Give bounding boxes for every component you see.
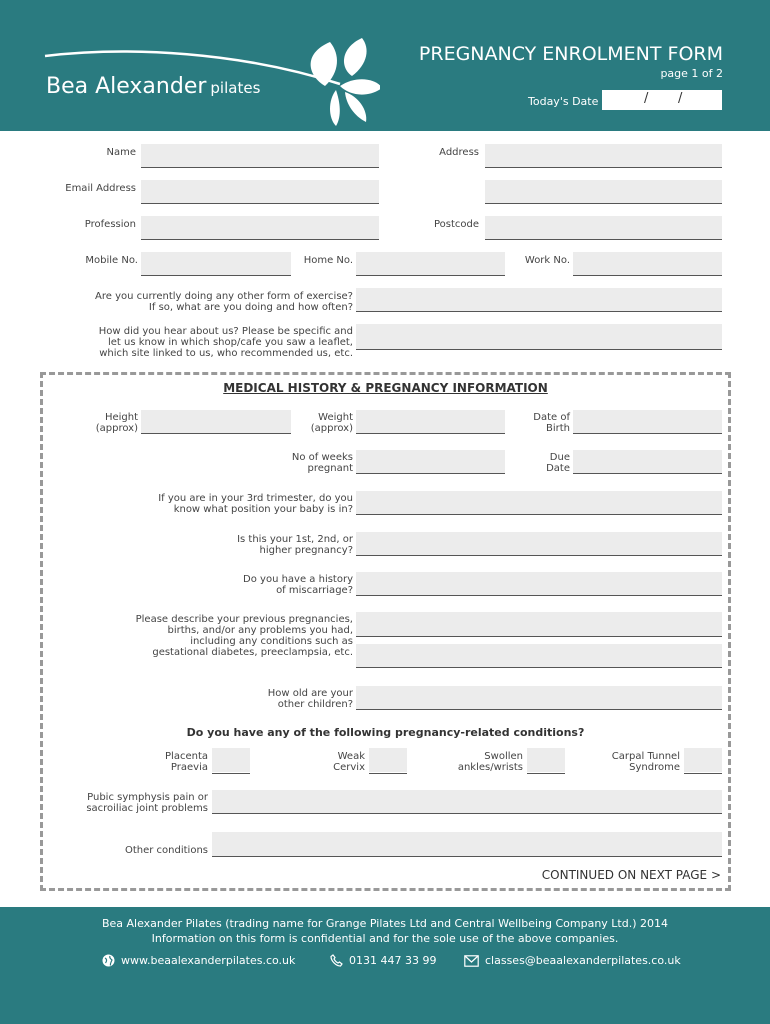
address-label: Address (439, 147, 479, 158)
height-field[interactable] (141, 410, 291, 434)
weight-field[interactable] (356, 410, 505, 434)
miscarriage-field[interactable] (356, 572, 722, 596)
due-date-field[interactable] (573, 450, 722, 474)
children-ages-field[interactable] (356, 686, 722, 710)
work-field[interactable] (573, 252, 722, 276)
pregnancy-number-question: Is this your 1st, 2nd, or higher pregnancy? (237, 534, 353, 556)
mobile-label: Mobile No. (85, 255, 138, 266)
name-label: Name (106, 147, 136, 158)
due-date-label: Due Date (546, 452, 570, 474)
weeks-pregnant-label: No of weeks pregnant (291, 452, 353, 474)
height-label: Height (approx) (95, 412, 138, 434)
profession-field[interactable] (141, 216, 379, 240)
email-link[interactable] (464, 954, 681, 967)
footer-legal-line2: Information on this form is confidential and for the sole use of the above companies. (151, 932, 619, 945)
swollen-label: Swollen ankles/wrists (457, 751, 523, 773)
weak-cervix-underline (369, 773, 407, 774)
email-label: Email Address (65, 183, 136, 194)
page-indicator: page 1 of 2 (660, 67, 723, 80)
globe-icon (102, 954, 115, 967)
postcode-field[interactable] (485, 216, 722, 240)
pubic-symphysis-field[interactable] (212, 790, 722, 814)
carpal-tunnel-label: Carpal Tunnel Syndrome (611, 751, 680, 773)
conditions-title: Do you have any of the following pregnancy-related conditions? (186, 726, 585, 739)
hear-about-question: How did you hear about us? Please be specific and let us know in which shop/cafe you saw a leaflet, which site linked to us, who recommended us, etc. (98, 326, 353, 359)
email-text: classes@beaalexanderpilates.co.uk (485, 954, 681, 967)
other-conditions-label: Other conditions (124, 845, 208, 856)
website-link[interactable] (102, 954, 295, 967)
miscarriage-question: Do you have a history of miscarriage? (243, 574, 353, 596)
weight-label: Weight (approx) (310, 412, 353, 434)
name-field[interactable] (141, 144, 379, 168)
placenta-underline (212, 773, 250, 774)
pubic-symphysis-label: Pubic symphysis pain or sacroiliac joint problems (86, 792, 208, 814)
previous-pregnancies-question: Please describe your previous pregnancies, births, and/or any problems you had, including any conditions such as gestational diabetes, preeclampsia, etc. (135, 614, 353, 658)
dob-label: Date of Birth (533, 412, 570, 434)
weak-cervix-checkbox[interactable] (369, 748, 407, 772)
exercise-field[interactable] (356, 288, 722, 312)
mobile-field[interactable] (141, 252, 291, 276)
previous-pregnancies-field[interactable] (356, 612, 722, 637)
postcode-label: Postcode (433, 219, 479, 230)
placenta-checkbox[interactable] (212, 748, 250, 772)
dob-field[interactable] (573, 410, 722, 434)
address-field[interactable] (485, 144, 722, 168)
carpal-tunnel-checkbox[interactable] (684, 748, 722, 772)
brand-name: Bea Alexander pilates (46, 74, 261, 99)
trimester-field[interactable] (356, 491, 722, 515)
work-label: Work No. (524, 255, 570, 266)
date-field[interactable] (602, 90, 722, 110)
phone-icon (330, 954, 343, 967)
email-field[interactable] (141, 180, 379, 204)
swollen-checkbox[interactable] (527, 748, 565, 772)
profession-label: Profession (84, 219, 136, 230)
footer-legal-line1: Bea Alexander Pilates (trading name for Grange Pilates Ltd and Central Wellbeing Company Ltd.) 2014 (101, 917, 669, 930)
weak-cervix-label: Weak Cervix (333, 751, 365, 773)
children-ages-question: How old are your other children? (267, 688, 353, 710)
swollen-underline (527, 773, 565, 774)
exercise-question: Are you currently doing any other form of exercise? If so, what are you doing and how often? (95, 291, 353, 313)
form-title: PREGNANCY ENROLMENT FORM (418, 43, 723, 65)
trimester-question: If you are in your 3rd trimester, do you know what position your baby is in? (158, 493, 353, 515)
address-field-line2[interactable] (485, 180, 722, 204)
date-separator: / (644, 91, 649, 106)
weeks-pregnant-field[interactable] (356, 450, 505, 474)
placenta-label: Placenta Praevia (165, 751, 208, 773)
continued-next-page: CONTINUED ON NEXT PAGE > (541, 868, 721, 882)
carpal-tunnel-underline (684, 773, 722, 774)
other-conditions-field[interactable] (212, 832, 722, 857)
date-label: Today's Date (528, 95, 599, 108)
phone-link[interactable] (330, 954, 436, 967)
phone-text: 0131 447 33 99 (349, 954, 437, 967)
envelope-icon (464, 955, 479, 967)
home-field[interactable] (356, 252, 505, 276)
hear-about-field[interactable] (356, 324, 722, 350)
previous-pregnancies-field-line2[interactable] (356, 644, 722, 668)
medical-section-title: MEDICAL HISTORY & PREGNANCY INFORMATION (223, 381, 548, 395)
pregnancy-number-field[interactable] (356, 532, 722, 556)
date-separator: / (678, 91, 683, 106)
home-label: Home No. (303, 255, 353, 266)
website-text: www.beaalexanderpilates.co.uk (121, 954, 296, 967)
